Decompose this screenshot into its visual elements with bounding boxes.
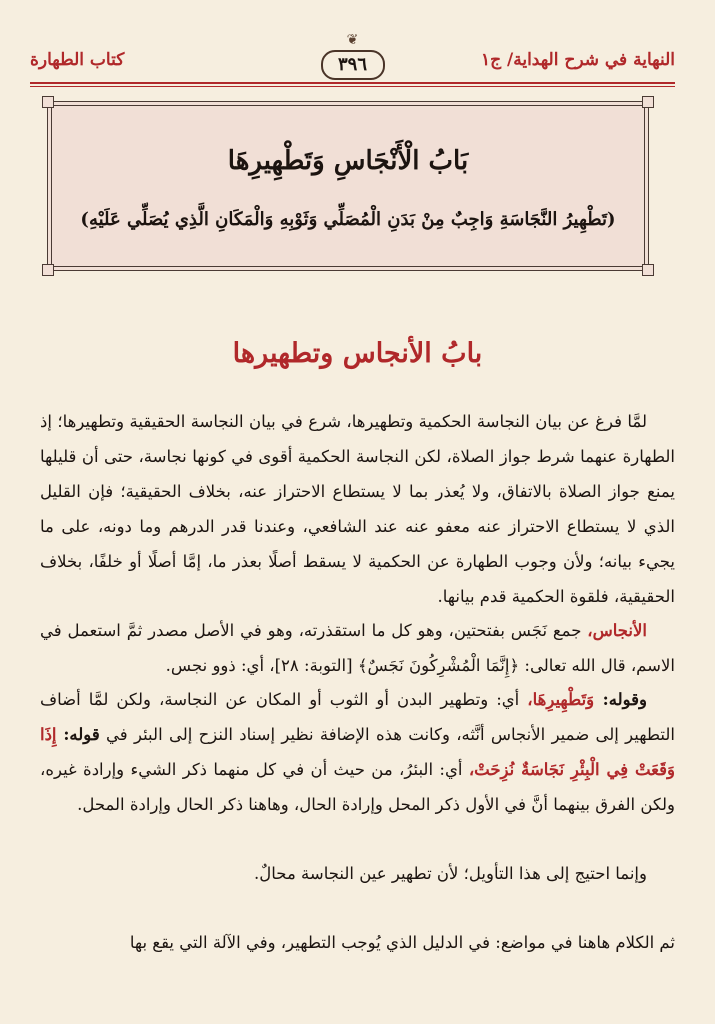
quote-highlight-2: إِذَا وَقَعَتْ فِي الْبِئْرِ نَجَاسَةٌ نُزِحَتْ، <box>40 725 675 779</box>
paragraph-4: وإنما احتيج إلى هذا التأويل؛ لأن تطهير عين النجاسة محالٌ. <box>254 864 647 883</box>
header-divider <box>30 82 675 84</box>
paragraph-3-text-b: أي: البئرُ، من حيث أن في كل منهما ذكر الشيء وإرادة غيره، ولكن الفرق بينهما أنَّ في الأول ذكر المحل وإرادة الحال، وهاهنا ذكر الحال وإرادة المحل. <box>40 760 675 814</box>
chapter-frame-box <box>47 101 649 271</box>
frame-corner <box>42 264 54 276</box>
frame-matn-text: (تَطْهِيرُ النَّجَاسَةِ وَاجِبٌ مِنْ بَدَنِ الْمُصَلِّي وَثَوْبِهِ وَالْمَكَانِ الَّذِي يُصَلِّي عَلَيْهِ) <box>80 209 616 230</box>
page-number: ٣٩٦ <box>321 50 385 80</box>
paragraph-2-text: جمع نَجَس بفتحتين، وهو كل ما استقذرته، وهو في الأصل مصدر ثمَّ استعمل في الاسم، قال الله تعالى: ﴿إِنَّمَا الْمُشْرِكُونَ نَجَسٌ﴾ [التوبة: ٢٨]، أي: ذوو نجس. <box>40 621 675 675</box>
page-number-badge <box>318 32 388 82</box>
paragraph-3-text-a: أي: وتطهير البدن أو الثوب أو المكان عن النجاسة، ولكن لمَّا أضاف التطهير إلى ضمير الأنجاس أنَّثه، وكانت هذه الإضافة نظير إسناد النزح إلى البئر في <box>40 690 675 744</box>
book-volume-title: النهاية في شرح الهداية/ ج١ <box>480 50 675 70</box>
frame-corner <box>642 96 654 108</box>
section-heading: بابُ الأنجاس وتطهيرها <box>232 338 483 369</box>
quote-lead-2: قوله: <box>56 725 100 744</box>
paragraph-1: لمَّا فرغ عن بيان النجاسة الحكمية وتطهيرها، شرع في بيان النجاسة الحقيقية وتطهيرها؛ إذ الطهارة عنهما شرط جواز الصلاة، لكن النجاسة الحكمية أقوى في كونها نجاسة، حتى أن قليلها يمنع جواز الصلاة بالاتفاق، ولا يُعذر بما لا يستطاع الاحتراز عنه، بخلاف الحقيقية؛ فإن القليل الذي لا يستطاع الاحتراز عنه معفو عنه عند الشافعي، وعندنا قدر الدرهم وما دونه، على ما يجيء بيانه؛ ولأن وجوب الطهارة عن الحكمية لا يسقط أصلًا بعذر ما، إمَّا أصلًا أو خلفًا، بخلاف الحقيقية، فلقوة الحكمية قدم بيانها. <box>40 412 675 606</box>
paragraph-3 <box>40 682 675 822</box>
frame-corner <box>642 264 654 276</box>
chapter-title: كتاب الطهارة <box>30 50 125 70</box>
running-header <box>30 32 675 80</box>
frame-title: بَابُ الْأَنْجَاسِ وَتَطْهِيرِهَا <box>227 146 469 176</box>
frame-corner <box>42 96 54 108</box>
term-highlight: الأنجاس، <box>587 621 647 640</box>
quote-highlight: وَتَطْهِيرِهَا، <box>527 690 595 709</box>
quote-lead: وقوله: <box>594 690 648 709</box>
paragraph-5: ثم الكلام هاهنا في مواضع: في الدليل الذي يُوجب التطهير، وفي الآلة التي يقع بها <box>129 933 675 952</box>
ornament-icon: ❦ <box>346 32 359 48</box>
paragraph-2 <box>40 613 675 683</box>
header-divider-thin <box>30 86 675 87</box>
